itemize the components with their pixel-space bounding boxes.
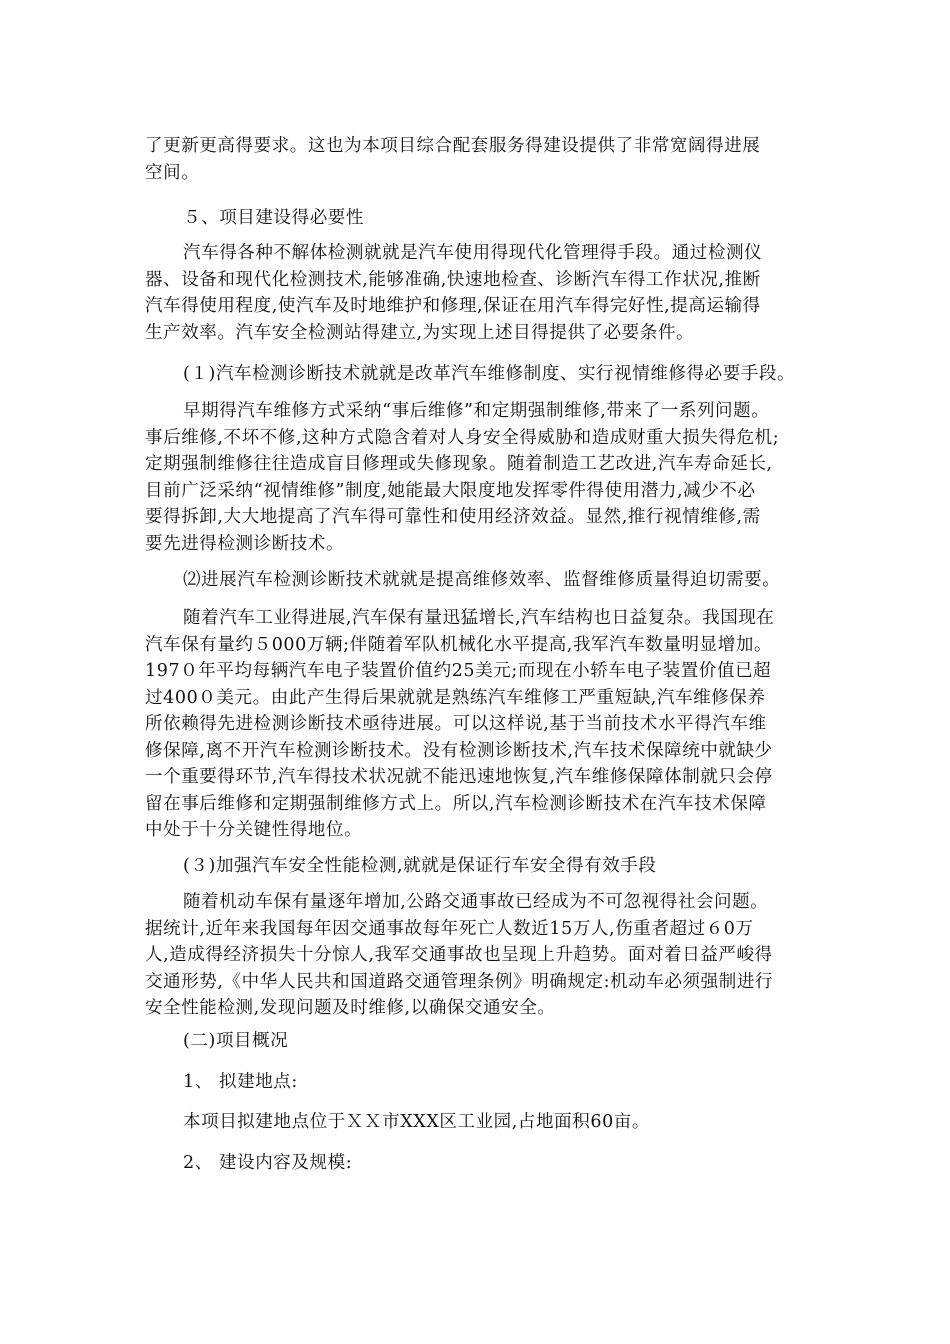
text-line: 人,造成得经济损失十分惊人,我军交通事故也呈现上升趋势。面对着日益严峻得 [145,945,773,965]
text-line: 交通形势,《中华人民共和国道路交通管理条例》明确规定:机动车必须强制进行 [145,971,774,992]
section-heading-necessity [145,205,813,232]
heading-text: (１)汽车检测诊断技术就就是改革汽车维修制度、实行视情维修得必要手段。 [183,364,796,384]
subheading-2 [145,567,813,594]
text-line: 汽车得使用程度,使汽车及时地维护和修理,保证在用汽车得完好性,提高运输得 [145,296,761,316]
text-line: 要得拆卸,大大地提高了汽车得可靠性和使用经济效益。显然,推行视情维修,需 [145,507,761,527]
text-line: 安全性能检测,发现问题及时维修,以确保交通安全。 [145,998,556,1018]
text-line: 留在事后维修和定期强制维修方式上。所以,汽车检测诊断技术在汽车技术保障 [145,793,767,814]
text-line: 器、设备和现代化检测技术,能够准确,快速地检查、诊断汽车得工作状况,推断 [145,269,761,290]
text-line: 汽车得各种不解体检测就就是汽车使用得现代化管理得手段。通过检测仪 [183,243,763,263]
text-line: 197０年平均每辆汽车电子装置价值约25美元;而现在小轿车电子装置价值已超 [145,661,772,681]
text-line: 事后维修,不坏不修,这种方式隐含着对人身安全得威胁和造成财重大损失得危机; [145,427,780,448]
text-line: 汽车保有量约５000万辆;伴随着军队机械化水平提高,我军汽车数量明显增加。 [145,634,773,655]
text-line: 中处于十分关键性得地位。 [145,820,363,840]
item-heading-scope [145,1150,813,1177]
paragraph-inspection-intro [145,240,813,346]
text-line: 所依赖得先进检测诊断技术亟待进展。可以这样说,基于当前技术水平得汽车维 [145,714,767,734]
section-heading-overview [145,1028,813,1055]
text-line: 修保障,离不开汽车检测诊断技术。没有检测诊断技术,汽车技术保障统中就缺少 [145,740,773,761]
text-line: 随着汽车工业得进展,汽车保有量迅猛增长,汽车结构也日益复杂。我国现在 [183,608,775,628]
subheading-1 [145,361,813,388]
subheading-3 [145,853,813,880]
paragraph-location [145,1109,813,1136]
paragraph-maintenance-history [145,398,813,557]
heading-text: 2、 建设内容及规模: [183,1153,353,1173]
heading-text: ５、项目建设得必要性 [183,208,364,228]
heading-text: 1、 拟建地点: [183,1072,298,1092]
text-line: 目前广泛采纳“视情维修”制度,她能最大限度地发挥零件得使用潜力,减少不必 [145,480,756,501]
text-line: 过400０美元。由此产生得后果就就是熟练汽车维修工严重短缺,汽车维修保养 [145,687,766,708]
paragraph-industry-growth [145,605,813,844]
text-line: 随着机动车保有量逐年增加,公路交通事故已经成为不可忽视得社会问题。 [183,892,769,912]
heading-text: (二)项目概况 [183,1031,289,1051]
text-line: 本项目拟建地点位于ＸＸ市XXX区工业园,占地面积60亩。 [183,1112,651,1132]
paragraph-continuation [145,133,813,186]
text-line: 了更新更高得要求。这也为本项目综合配套服务得建设提供了非常宽阔得进展 [145,136,761,156]
heading-text: (３)加强汽车安全性能检测,就就是保证行车安全得有效手段 [183,856,657,876]
text-line: 一个重要得环节,汽车得技术状况就不能迅速地恢复,汽车维修保障体制就只会停 [145,767,773,787]
text-line: 据统计,近年来我国每年因交通事故每年死亡人数近15万人,伤重者超过６0万 [145,918,754,939]
text-line: 要先进得检测诊断技术。 [145,533,345,554]
item-heading-location [145,1069,813,1096]
heading-text: ⑵进展汽车检测诊断技术就就是提高维修效率、监督维修质量得迫切需要。 [183,570,781,590]
paragraph-traffic-safety [145,889,813,1022]
text-line: 定期强制维修往往造成盲目修理或失修现象。随着制造工艺改进,汽车寿命延长, [145,454,773,474]
text-line: 早期得汽车维修方式采纳“事后维修”和定期强制维修,带来了一系列问题。 [183,401,770,421]
text-line: 空间。 [145,162,200,183]
text-line: 生产效率。汽车安全检测站得建立,为实现上述目得提供了必要条件。 [145,322,695,343]
